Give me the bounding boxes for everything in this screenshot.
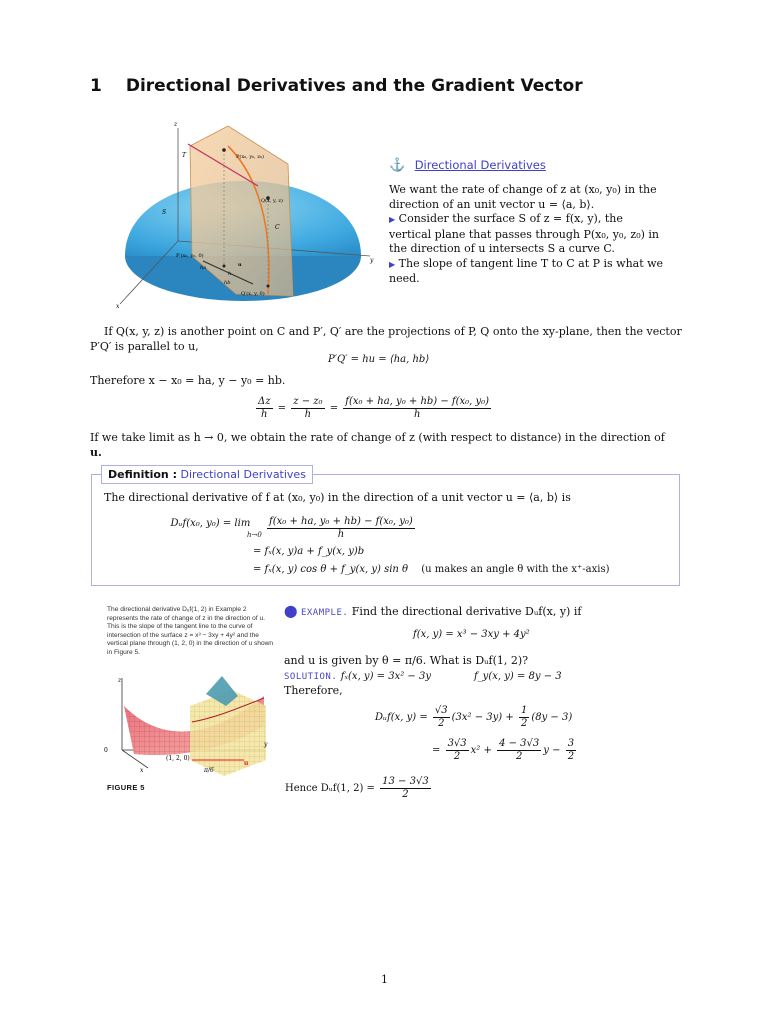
figure5-caption: The directional derivative Dᵤf(1, 2) in Example 2 represents the rate of change of z in the direction of u. This is the slope of the tangent line to the curve of intersection of the surface z = x³ − 3xy + 4y² and the vertical plane through (1, 2, 0) in the direction of u shown in Figure 5.	[107, 606, 274, 656]
section-title: Directional Derivatives and the Gradient Vector	[125, 76, 583, 96]
expanded-frac3-num: 3	[567, 738, 575, 749]
definition-den: h	[337, 529, 345, 540]
definition-lhs: Dᵤf(x₀, y₀) = lim	[170, 517, 251, 529]
definition-title: Directional Derivatives	[180, 468, 306, 481]
intro-block	[389, 158, 667, 287]
figure-surface-plane	[108, 116, 378, 314]
fig1-pp-label: P′(x₀, y₀, 0)	[176, 253, 204, 259]
section-number: 1	[90, 76, 102, 96]
definition-formula-line2: = fₓ(x, y)a + f_y(x, y)b	[253, 546, 365, 557]
section-heading	[90, 76, 583, 96]
fig1-u-label: u	[238, 262, 242, 268]
expanded-frac2-num: 4 − 3√3	[499, 738, 540, 749]
figure5-plot	[104, 676, 276, 780]
definition-tab	[101, 465, 313, 484]
surface-plane-illustration	[108, 116, 378, 314]
fig1-qp-label: Q′(x, y, 0)	[241, 291, 265, 297]
dq-den-2: h	[304, 409, 312, 420]
definition-formula-line1	[159, 516, 417, 541]
expanded-frac2-den: 2	[515, 751, 523, 762]
fig1-t-label: T	[182, 152, 187, 159]
derivative-frac2-den: 2	[520, 718, 528, 729]
dq-num-3: f(x₀ + ha, y₀ + hb) − f(x₀, y₀)	[345, 396, 490, 407]
page-number: 1	[381, 973, 388, 986]
para-projection-line1: If Q(x, y, z) is another point on C and P′, Q′ are the projections of P, Q onto the xy-plane, then the vector	[104, 325, 682, 338]
figure5-label: FIGURE 5	[107, 783, 145, 792]
dq-den-3: h	[413, 409, 421, 420]
derivative-frac2-num: 1	[520, 705, 528, 716]
fig1-c-label: C	[275, 224, 280, 231]
example-text: Find the directional derivative Dᵤf(x, y) if	[351, 605, 582, 618]
fig1-x-label: x	[116, 303, 120, 310]
definition-formula-line3	[253, 564, 609, 575]
solution-fy: f_y(x, y) = 8y − 3	[473, 671, 562, 682]
definition-num: f(x₀ + ha, y₀ + hb) − f(x₀, y₀)	[269, 516, 413, 527]
fig1-s-label: S	[162, 209, 167, 216]
derivative-term1: (3x² − 3y) +	[451, 712, 514, 723]
derivative-frac1-den: 2	[438, 718, 445, 729]
para-limit-line2: u.	[90, 446, 102, 459]
definition-line3: = fₓ(x, y) cos θ + f_y(x, y) sin θ	[253, 564, 409, 575]
derivative-lhs: Dᵤf(x, y) =	[375, 712, 428, 723]
fig1-y-label: y	[370, 257, 374, 264]
solution-fx: fₓ(x, y) = 3x² − 3y	[340, 671, 431, 682]
hence-den: 2	[402, 789, 409, 800]
definition-label: Definition :	[108, 468, 177, 481]
intro-bullet-1	[389, 212, 667, 257]
expanded-term1: x² +	[470, 745, 492, 756]
fig5-u-label: u	[244, 760, 249, 767]
solution-line	[284, 669, 684, 685]
fig1-p-label: P(x₀, y₀, z₀)	[236, 154, 264, 160]
figure5-surface-illustration	[104, 676, 276, 780]
expanded-term2: y −	[543, 745, 561, 756]
expanded-frac3-den: 2	[567, 751, 575, 762]
anchor-icon: ⚓	[389, 158, 406, 173]
definition-line3-note: (u makes an angle θ with the x⁺-axis)	[421, 564, 610, 575]
intro-p1: We want the rate of change of z at (x₀, y₀) in the direction of an unit vector u = ⟨a, b⟩.	[389, 183, 657, 211]
example-heading	[284, 604, 684, 621]
fig1-hb-label: hb	[224, 280, 231, 286]
intro-heading	[389, 158, 667, 173]
bullet-arrow-icon: ▶	[389, 215, 396, 224]
equation-pq-vector: P′Q′ = hu = ⟨ha, hb⟩	[328, 354, 430, 365]
bullet-arrow-icon: ▶	[389, 259, 396, 269]
example-function: f(x, y) = x³ − 3xy + 4y²	[413, 629, 530, 640]
derivative-frac1-num: √3	[434, 705, 448, 716]
hence-num: 13 − 3√3	[382, 776, 429, 787]
fig5-y-label: y	[264, 741, 268, 748]
fig1-q-label: Q(x, y, z)	[261, 198, 283, 204]
hence-line	[285, 776, 433, 801]
para-projection-line2: P′Q′ is parallel to u,	[90, 340, 199, 353]
intro-heading-text: Directional Derivatives	[414, 158, 546, 172]
fig1-z-label: z	[174, 121, 178, 128]
expanded-frac1-den: 2	[453, 751, 461, 762]
fig5-z-label: z	[118, 677, 122, 684]
example-condition: and u is given by θ = π/6. What is Dᵤf(1, 2)?	[284, 654, 529, 667]
fig5-origin-label: 0	[104, 747, 108, 754]
definition-statement: The directional derivative of f at (x₀, y₀) in the direction of a unit vector u = ⟨a, b⟩ is	[104, 491, 571, 504]
solution-therefore: Therefore,	[284, 684, 343, 697]
hence-text: Hence Dᵤf(1, 2) =	[285, 783, 375, 794]
expanded-frac1-num: 3√3	[447, 738, 467, 749]
para-limit-line1: If we take limit as h → 0, we obtain the rate of change of z (with respect to distance) in the direction of	[90, 431, 665, 444]
pin-icon: ⬤	[284, 604, 298, 618]
equation-difference-quotient: $\frac{\Delta z}{h}$ = $\frac{\text{z − z₀}}{h}$ = $\frac{\text{f(x₀ + ha, y₀ + hb) − f(x₀, y₀)}}{h}$	[258, 396, 490, 420]
derivative-line2: = $\frac{3√3}{2}$ x² + $\frac{4 - 3√3}{2}$ y − $\frac{3}{2}$	[432, 738, 575, 762]
derivative-line1	[375, 705, 572, 730]
example-label: EXAMPLE.	[300, 608, 349, 618]
fig5-x-label: x	[140, 767, 144, 774]
therefore-line: Therefore x − x₀ = ha, y − y₀ = hb.	[90, 374, 286, 387]
fig1-h-label: h	[228, 271, 232, 277]
derivative-term2: (8y − 3)	[531, 712, 573, 723]
dq-num-2: z − z₀	[293, 396, 323, 407]
definition-lim-sub: h→0	[247, 530, 262, 539]
solution-label: SOLUTION.	[284, 672, 338, 682]
dq-den-1: h	[261, 409, 268, 420]
intro-bullet-1-text: Consider the surface S of z = f(x, y), the vertical plane that passes through P(x₀, y₀, z₀) in the direction of u intersects S a curve C.	[389, 212, 659, 255]
intro-bullet-2-text: The slope of tangent line T to C at P is what we need.	[389, 256, 664, 285]
fig5-point-label: (1, 2, 0)	[166, 755, 190, 762]
intro-bullet-2	[389, 257, 667, 287]
dq-num-1: Δz	[258, 396, 271, 407]
fig5-pi6-label: π/6	[204, 767, 214, 774]
fig1-ha-label: ha	[200, 265, 207, 271]
